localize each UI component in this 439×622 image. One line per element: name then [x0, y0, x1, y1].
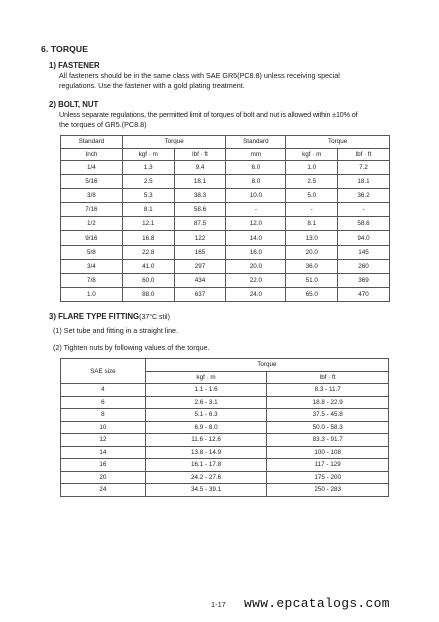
table-cell: 2.5: [122, 175, 174, 189]
table-row: [61, 161, 390, 175]
table-row: [61, 217, 390, 231]
table-cell: 60.0: [122, 273, 174, 287]
table-cell: 1.3: [122, 161, 174, 175]
table-cell: 1/2: [61, 217, 123, 231]
table-cell: 6.0: [226, 161, 286, 175]
table-cell: 250 - 283: [267, 484, 389, 497]
bolt-nut-table-body: [61, 161, 390, 302]
table-cell: 12.1: [122, 217, 174, 231]
table-cell: 5.0: [286, 189, 338, 203]
table-cell: 87.5: [174, 217, 226, 231]
unit-cell: mm: [226, 148, 286, 161]
flare-header-row: [61, 359, 389, 372]
bolt-nut-text: [59, 110, 399, 129]
table-cell: 13.0: [286, 231, 338, 245]
table-cell: 41.0: [122, 259, 174, 273]
table-row: [61, 459, 389, 472]
table-cell: 10.0: [226, 189, 286, 203]
header-torque-inch: Torque: [122, 136, 226, 149]
table-cell: 24.2 - 27.6: [145, 471, 267, 484]
table-cell: 24: [61, 484, 146, 497]
table-cell: 1.0: [61, 287, 123, 301]
table-cell: 22.8: [122, 245, 174, 259]
table-cell: 5.3: [122, 189, 174, 203]
table-cell: 8.1: [286, 217, 338, 231]
table-cell: 18.1: [174, 175, 226, 189]
table-cell: 36.2: [338, 189, 390, 203]
table-cell: 8: [61, 409, 146, 422]
unit-cell: lbf · ft: [174, 148, 226, 161]
table-cell: 51.0: [286, 273, 338, 287]
table-cell: 1.1 - 1.6: [145, 384, 267, 397]
table-cell: 88.0: [122, 287, 174, 301]
header-standard-mm: Standard: [226, 136, 286, 149]
table-cell: 122: [174, 231, 226, 245]
table-cell: -: [338, 203, 390, 217]
table-row: [61, 203, 390, 217]
table-cell: 434: [174, 273, 226, 287]
table-cell: 58.6: [338, 217, 390, 231]
table-cell: 470: [338, 287, 390, 301]
table-cell: 8.3 - 11.7: [267, 384, 389, 397]
table-cell: 16.0: [226, 245, 286, 259]
bolt-nut-line-2: the torques of GR5.(PC8.8): [59, 119, 147, 129]
table-row: [61, 484, 389, 497]
table-cell: 11.6 - 12.6: [145, 434, 267, 447]
section-title: 6. TORQUE: [41, 44, 89, 54]
table-cell: 20: [61, 471, 146, 484]
table-cell: 24.0: [226, 287, 286, 301]
table-cell: 165: [174, 245, 226, 259]
table-cell: 20.0: [286, 245, 338, 259]
flare-step-2: (2) Tighten nuts by following values of the torque.: [53, 343, 210, 352]
table-cell: 36.0: [286, 259, 338, 273]
fastener-heading: 1) FASTENER: [49, 61, 100, 70]
table-cell: 2.6 - 3.1: [145, 396, 267, 409]
table-row: [61, 409, 389, 422]
header-standard-inch: Standard: [61, 136, 123, 149]
table-cell: 260: [338, 259, 390, 273]
flare-header-torque: Torque: [145, 359, 388, 372]
table-cell: 22.0: [226, 273, 286, 287]
table-cell: 6: [61, 396, 146, 409]
watermark-url: www.epcatalogs.com: [244, 596, 390, 611]
table-row: [61, 287, 390, 301]
table-cell: 369: [338, 273, 390, 287]
table-cell: 65.0: [286, 287, 338, 301]
table-cell: 34.5 - 39.1: [145, 484, 267, 497]
unit-cell: kgf · m: [286, 148, 338, 161]
flare-unit-kgf: kgf · m: [145, 371, 267, 384]
table-row: [61, 189, 390, 203]
table-cell: 6.9 - 8.0: [145, 421, 267, 434]
table-cell: -: [286, 203, 338, 217]
table-cell: 145: [338, 245, 390, 259]
table-cell: 16.1 - 17.8: [145, 459, 267, 472]
flare-torque-table: [60, 358, 389, 497]
table-cell: 8.0: [226, 175, 286, 189]
table-row: [61, 245, 390, 259]
table-cell: 297: [174, 259, 226, 273]
table-cell: 3/4: [61, 259, 123, 273]
table-cell: 12.0: [226, 217, 286, 231]
flare-heading-line: [49, 312, 170, 321]
table-cell: 8.1: [122, 203, 174, 217]
table-cell: 1/4: [61, 161, 123, 175]
table-cell: 7/16: [61, 203, 123, 217]
table-cell: 94.0: [338, 231, 390, 245]
flare-step-1: (1) Set tube and fitting in a straight line.: [53, 326, 179, 335]
table-cell: 5/8: [61, 245, 123, 259]
table-row: [61, 175, 390, 189]
flare-heading-suffix: (37°C stil): [139, 314, 170, 321]
fastener-text: [59, 71, 394, 90]
table-cell: 14.0: [226, 231, 286, 245]
table-cell: 50.0 - 58.3: [267, 421, 389, 434]
table-cell: 5/16: [61, 175, 123, 189]
table-cell: 38.3: [174, 189, 226, 203]
table-cell: 37.5 - 45.8: [267, 409, 389, 422]
fastener-line-2: regulations. Use the fastener with a gold plating treatment.: [59, 80, 245, 90]
table-cell: 117 - 129: [267, 459, 389, 472]
table-row: [61, 421, 389, 434]
table-cell: 1.0: [286, 161, 338, 175]
table-cell: 83.3 - 91.7: [267, 434, 389, 447]
header-torque-mm: Torque: [286, 136, 390, 149]
flare-heading: 3) FLARE TYPE FITTING: [49, 312, 140, 321]
table-row: [61, 396, 389, 409]
table-cell: 9.4: [174, 161, 226, 175]
table-row: [61, 434, 389, 447]
table-cell: 20.0: [226, 259, 286, 273]
table-cell: 2.5: [286, 175, 338, 189]
table-cell: 10: [61, 421, 146, 434]
bolt-nut-line-1: Unless separate regulations, the permitted limit of torques of bolt and nut is allowed within ±10% of: [59, 110, 358, 119]
table-cell: 13.8 - 14.9: [145, 446, 267, 459]
flare-header-sae: SAE size: [61, 359, 146, 384]
table-cell: 58.6: [174, 203, 226, 217]
table-cell: 7.2: [338, 161, 390, 175]
table-cell: 100 - 108: [267, 446, 389, 459]
table-cell: 5.1 - 6.3: [145, 409, 267, 422]
unit-cell: kgf · m: [122, 148, 174, 161]
table-cell: 7/8: [61, 273, 123, 287]
table-row: [61, 384, 389, 397]
unit-cell: lbf · ft: [338, 148, 390, 161]
flare-table-body: [61, 384, 389, 497]
bolt-nut-torque-table: [60, 135, 390, 302]
table-cell: 18.8 - 22.9: [267, 396, 389, 409]
table-row: [61, 273, 390, 287]
table-cell: 4: [61, 384, 146, 397]
table-cell: 175 - 200: [267, 471, 389, 484]
table-row: [61, 471, 389, 484]
table-cell: 16.8: [122, 231, 174, 245]
table-cell: 3/8: [61, 189, 123, 203]
unit-cell: Inch: [61, 148, 123, 161]
flare-unit-lbf: lbf · ft: [267, 371, 389, 384]
table-row: [61, 446, 389, 459]
table-cell: 14: [61, 446, 146, 459]
table-cell: 16: [61, 459, 146, 472]
table-row: [61, 259, 390, 273]
table-cell: 12: [61, 434, 146, 447]
table-cell: -: [226, 203, 286, 217]
table-cell: 9/16: [61, 231, 123, 245]
bolt-nut-heading: 2) BOLT, NUT: [49, 100, 99, 109]
table-cell: 637: [174, 287, 226, 301]
table-unit-row: [61, 148, 390, 161]
table-cell: 18.1: [338, 175, 390, 189]
fastener-line-1: All fasteners should be in the same class with SAE GR5(PC8.8) unless receiving special: [59, 71, 340, 80]
page-number: 1-17: [211, 600, 226, 609]
table-row: [61, 231, 390, 245]
table-header-row: [61, 136, 390, 149]
